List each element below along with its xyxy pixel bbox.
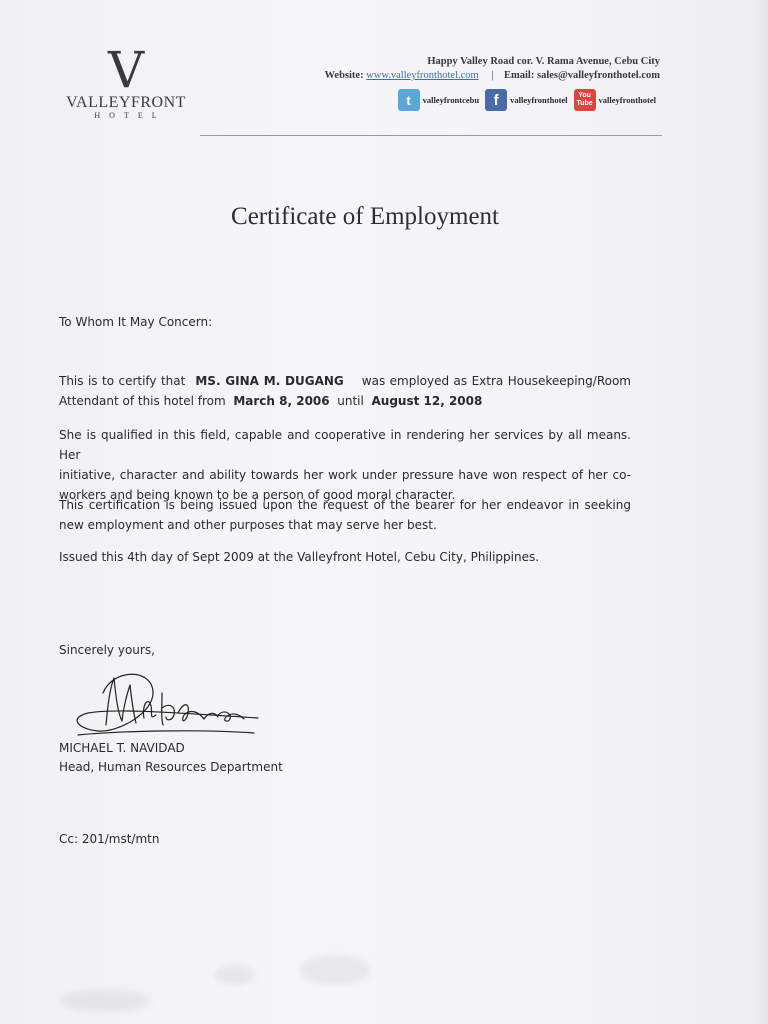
- salutation: To Whom It May Concern:: [59, 315, 213, 329]
- social-youtube: [574, 89, 656, 111]
- youtube-handle: valleyfronthotel: [598, 95, 656, 105]
- employee-name: MS. GINA M. DUGANG: [195, 374, 344, 388]
- website-link[interactable]: www.valleyfronthotel.com: [366, 70, 479, 81]
- paper-smudge: [60, 990, 150, 1012]
- email-label: Email:: [504, 70, 535, 81]
- twitter-icon: t: [398, 89, 420, 111]
- employment-end-date: August 12, 2008: [371, 394, 483, 408]
- hotel-contact-line: [324, 70, 660, 81]
- paragraph-certify-line-1: [59, 371, 631, 391]
- paragraph-purpose: [59, 495, 631, 535]
- qualifications-line: initiative, character and ability towards her work under pressure have won respect of her co-: [59, 468, 631, 482]
- signatory-title: Head, Human Resources Department: [59, 760, 283, 774]
- email-address: sales@valleyfronthotel.com: [536, 70, 660, 81]
- paper-smudge: [300, 955, 370, 985]
- certify-intro: This is to certify that: [59, 374, 186, 388]
- header-divider: [200, 135, 662, 136]
- employment-start-date: March 8, 2006: [233, 394, 330, 408]
- employment-role: was employed as Extra Housekeeping/Room: [361, 374, 631, 388]
- signatory-name: MICHAEL T. NAVIDAD: [59, 741, 185, 755]
- hotel-address: Happy Valley Road cor. V. Rama Avenue, Cebu City: [427, 56, 660, 67]
- hotel-logo: [56, 41, 196, 120]
- qualifications-line: She is qualified in this field, capable and cooperative in rendering her services by all means. Her: [59, 428, 631, 462]
- purpose-line: new employment and other purposes that may serve her best.: [59, 518, 437, 532]
- paper-smudge: [215, 965, 255, 985]
- carbon-copy: Cc: 201/mst/mtn: [59, 832, 160, 846]
- paragraph-certify-line-2: [59, 391, 631, 411]
- employment-period-prefix: Attendant of this hotel from: [59, 394, 226, 408]
- logo-name: VALLEYFRONT: [66, 94, 186, 111]
- twitter-handle: valleyfrontcebu: [422, 95, 480, 105]
- paragraph-issued: Issued this 4th day of Sept 2009 at the Valleyfront Hotel, Cebu City, Philippines.: [59, 550, 540, 564]
- social-links: [398, 89, 656, 111]
- closing: Sincerely yours,: [59, 643, 155, 657]
- youtube-icon: You Tube: [574, 89, 596, 111]
- social-facebook: [485, 89, 567, 111]
- contact-separator: |: [491, 70, 494, 81]
- facebook-handle: valleyfronthotel: [510, 95, 568, 105]
- signatory-block: [59, 739, 283, 777]
- logo-subtitle: HOTEL: [94, 111, 166, 120]
- paragraph-certify: [59, 371, 631, 411]
- website-label: Website:: [324, 70, 364, 81]
- purpose-line: This certification is being issued upon the request of the bearer for her endeavor in seeking: [59, 498, 631, 512]
- logo-letter: V: [107, 41, 145, 99]
- social-twitter: [398, 89, 480, 111]
- document-title: Certificate of Employment: [231, 203, 499, 230]
- page-edge-shadow: [754, 0, 768, 1024]
- qualifications-line: workers and being known to be a person of good moral character.: [59, 488, 456, 502]
- facebook-icon: f: [485, 89, 507, 111]
- paragraph-qualifications: [59, 425, 631, 505]
- until-word: until: [337, 394, 364, 408]
